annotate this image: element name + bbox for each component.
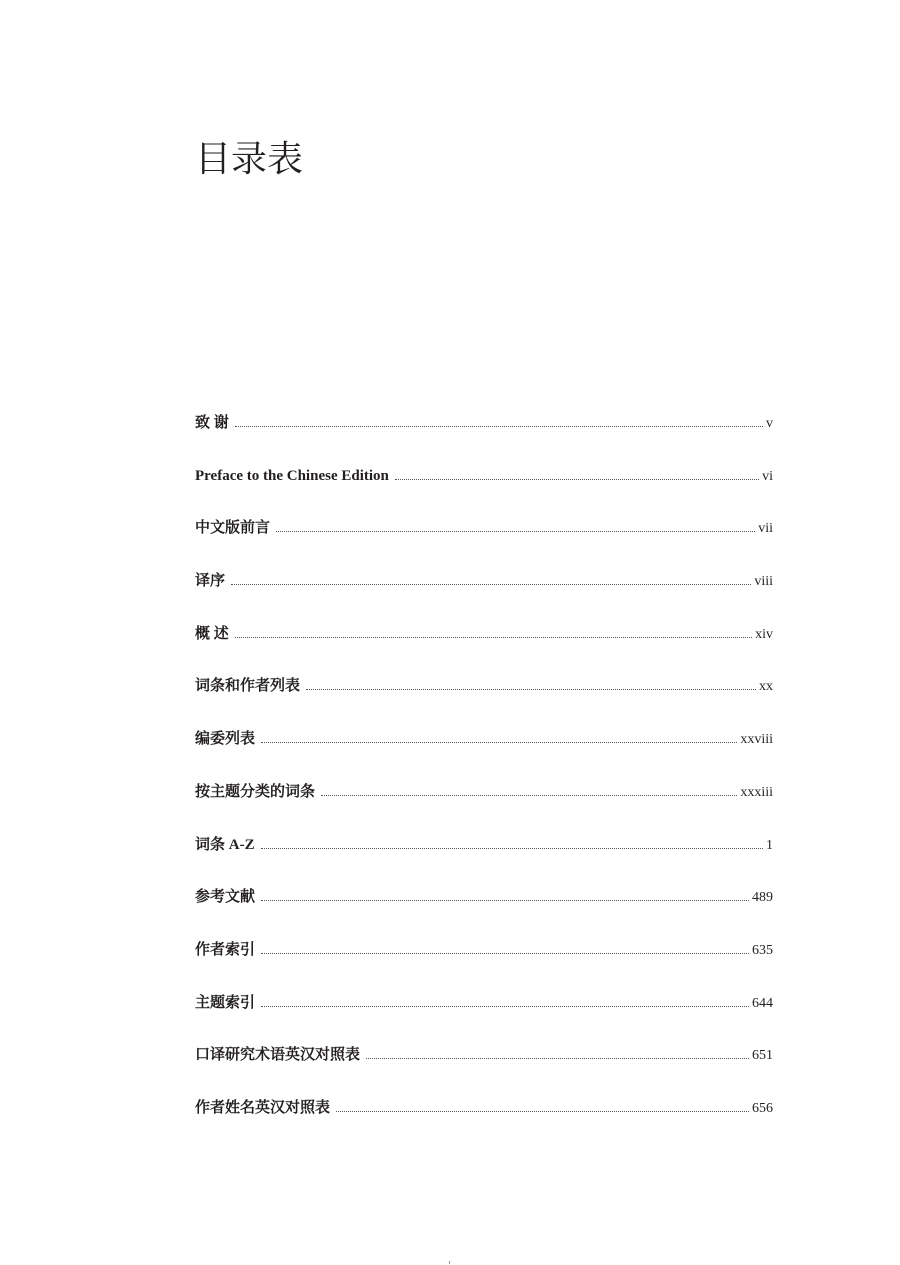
toc-entry[interactable] [195,990,773,1043]
toc-entry-label: 译序 [195,573,226,590]
toc-entry[interactable] [195,568,773,621]
toc-entry-page: viii [754,574,773,590]
toc-entry[interactable] [195,1095,773,1148]
toc-entry[interactable] [195,937,773,990]
toc-entry-page: 651 [752,1048,773,1064]
dotted-leader [366,1058,749,1059]
toc-entry[interactable] [195,463,773,516]
dotted-leader [261,1006,749,1007]
toc-entry-page: xiv [755,626,773,642]
dotted-leader [276,531,755,532]
toc-entry-page: vii [758,521,773,537]
dotted-leader [395,479,759,480]
dotted-leader [231,584,751,585]
toc-entry-label: 词条 A-Z [195,836,255,853]
toc-entry[interactable] [195,779,773,832]
table-of-contents [195,410,773,1148]
toc-entry[interactable] [195,726,773,779]
toc-entry-page: v [766,416,773,431]
toc-entry-label: 按主题分类的词条 [195,783,316,800]
dotted-leader [321,795,737,796]
page-title: 目录表 [195,139,304,180]
toc-entry[interactable] [195,515,773,568]
toc-entry[interactable] [195,884,773,937]
toc-entry-label: 主题索引 [195,994,256,1011]
toc-entry-page: xxxiii [740,784,773,800]
dotted-leader [306,689,756,690]
dotted-leader [235,426,763,427]
toc-entry-label: 中文版前言 [195,520,271,537]
toc-entry-label: 词条和作者列表 [195,678,301,695]
toc-entry[interactable] [195,673,773,726]
toc-entry-page: 635 [752,942,773,958]
page-mark [449,1261,450,1264]
dotted-leader [336,1111,749,1112]
dotted-leader [261,900,749,901]
toc-entry[interactable] [195,410,773,463]
toc-entry-label: 作者姓名英汉对照表 [195,1099,331,1116]
toc-entry-label: 作者索引 [195,941,256,958]
dotted-leader [261,742,737,743]
toc-entry[interactable] [195,1042,773,1095]
toc-entry-page: xxviii [740,732,773,748]
toc-entry-page: 489 [752,890,773,906]
dotted-leader [261,848,763,849]
toc-entry-page: xx [759,679,773,695]
toc-entry-label: 致 谢 [195,415,229,431]
toc-entry-label: 口译研究术语英汉对照表 [195,1047,361,1064]
toc-entry-label: 编委列表 [195,731,256,748]
dotted-leader [235,637,752,638]
toc-entry-page: 1 [766,837,773,853]
toc-entry[interactable] [195,621,773,674]
toc-entry[interactable] [195,832,773,885]
toc-entry-label: Preface to the Chinese Edition [195,467,389,484]
toc-entry-label: 参考文献 [195,889,256,906]
dotted-leader [261,953,749,954]
toc-entry-label: 概 述 [195,625,229,642]
toc-entry-page: 656 [752,1100,773,1116]
toc-entry-page: vi [762,468,773,484]
toc-entry-page: 644 [752,995,773,1011]
